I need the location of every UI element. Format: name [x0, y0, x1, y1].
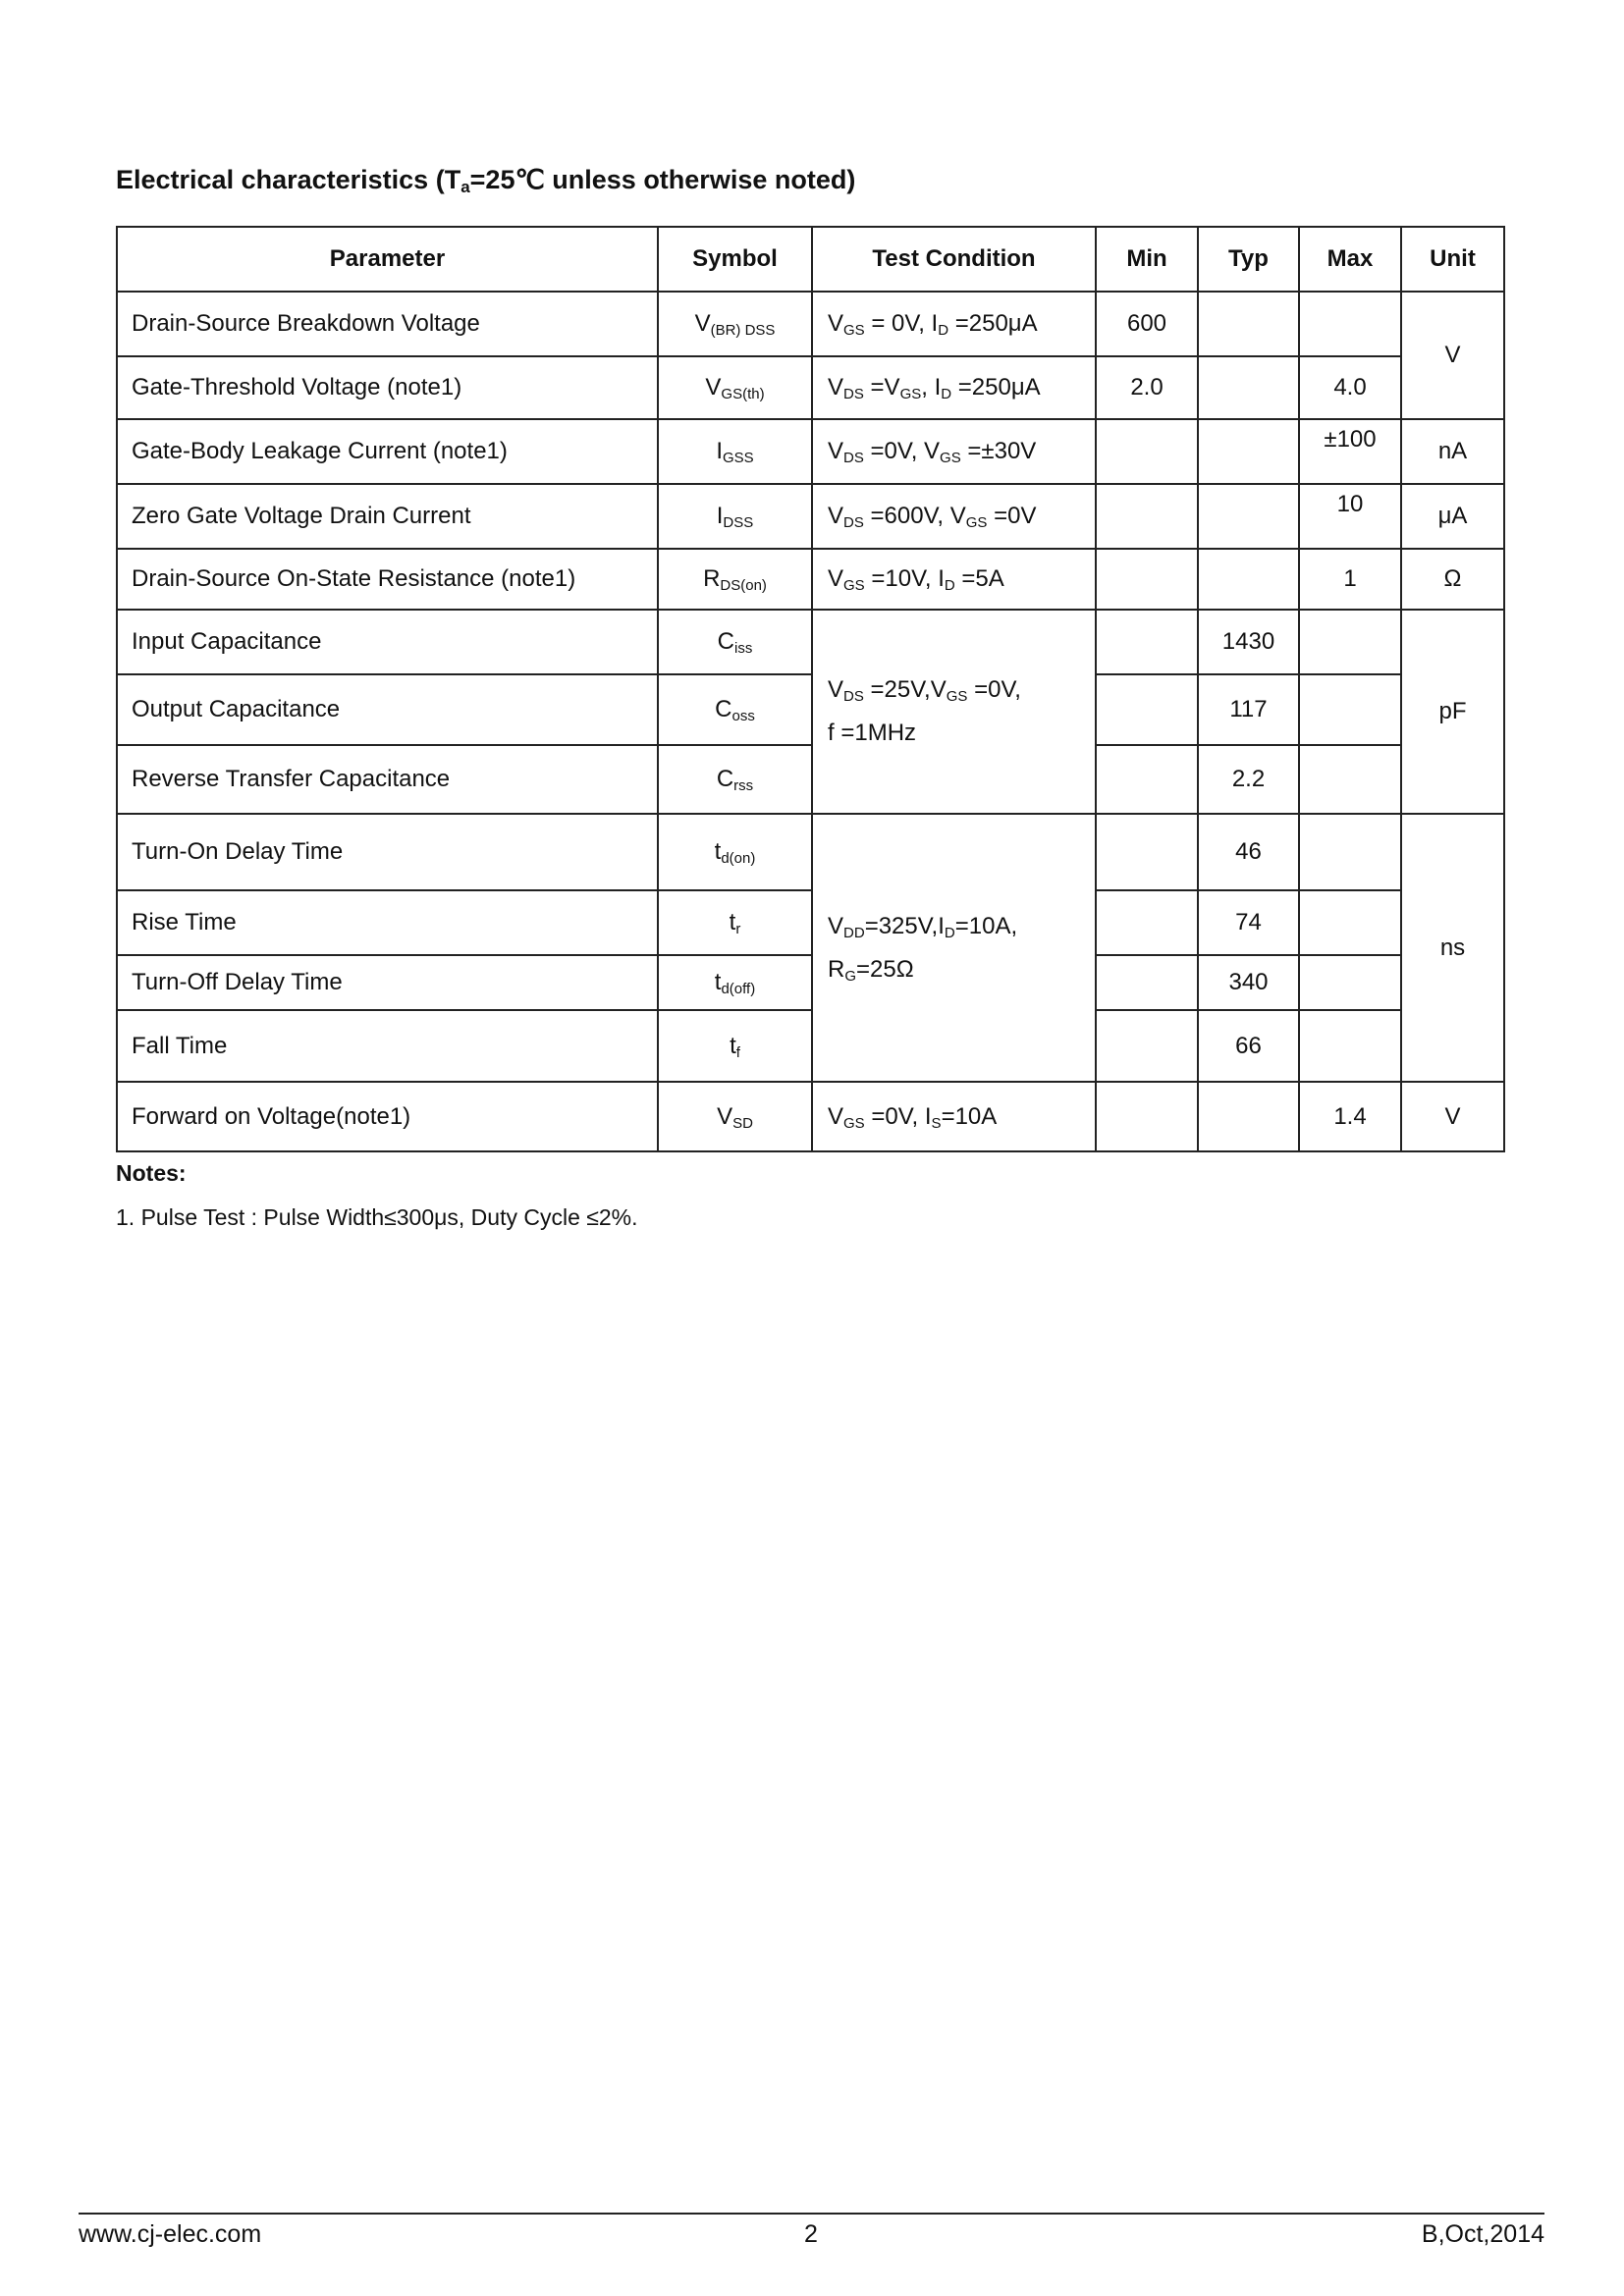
typ-cell: 2.2 [1198, 745, 1299, 814]
header-unit: Unit [1401, 227, 1504, 292]
table-row [117, 674, 1504, 745]
min-cell [1096, 745, 1198, 814]
header-symbol: Symbol [658, 227, 812, 292]
footer-revision: B,Oct,2014 [1421, 2220, 1544, 2248]
table-row [117, 1010, 1504, 1082]
parameter-cell: Reverse Transfer Capacitance [117, 745, 658, 814]
symbol-cell: $V_{SD}$ [658, 1082, 812, 1151]
typ-cell: 340 [1198, 955, 1299, 1010]
table-row [117, 484, 1504, 549]
max-cell [1299, 745, 1401, 814]
footer-website: www.cj-elec.com [79, 2220, 262, 2248]
max-cell [1299, 890, 1401, 955]
max-cell [1299, 610, 1401, 674]
min-cell [1096, 1010, 1198, 1082]
condition-line: $V_{DS} =25V,V_{GS} =0V$, [828, 676, 1021, 705]
condition-cell: $V_{GS} =0V$, $I_S=10A$ [812, 1082, 1096, 1151]
typ-cell [1198, 419, 1299, 484]
capacitance-condition-cell [812, 610, 1096, 814]
typ-cell [1198, 292, 1299, 356]
typ-cell: 66 [1198, 1010, 1299, 1082]
typ-cell: 46 [1198, 814, 1299, 890]
table-row [117, 292, 1504, 356]
table-row [117, 419, 1504, 484]
typ-cell [1198, 356, 1299, 419]
footer-rule [79, 2213, 1544, 2215]
unit-cell: nA [1401, 419, 1504, 484]
max-cell [1299, 955, 1401, 1010]
table-row [117, 745, 1504, 814]
max-cell: 10 [1299, 484, 1401, 549]
symbol-cell: $C_{iss}$ [658, 610, 812, 674]
condition-cell: $V_{GS} = 0V$, $I_D =250\mu A$ [812, 292, 1096, 356]
footer-page-number: 2 [804, 2220, 818, 2248]
symbol-cell: $I_{GSS}$ [658, 419, 812, 484]
condition-cell: $V_{DS} =600V$, $V_{GS} =0V$ [812, 484, 1096, 549]
min-cell [1096, 890, 1198, 955]
header-max: Max [1299, 227, 1401, 292]
min-cell [1096, 674, 1198, 745]
switching-condition-cell [812, 814, 1096, 1082]
max-cell [1299, 674, 1401, 745]
max-cell: 1 [1299, 549, 1401, 610]
unit-cell: pF [1401, 610, 1504, 814]
symbol-cell: $C_{rss}$ [658, 745, 812, 814]
parameter-cell: Rise Time [117, 890, 658, 955]
parameter-cell: Fall Time [117, 1010, 658, 1082]
table-row [117, 814, 1504, 890]
parameter-cell: Output Capacitance [117, 674, 658, 745]
symbol-cell: $t_r$ [658, 890, 812, 955]
note-item: 1. Pulse Test : Pulse Width≤300μs, Duty Cycle ≤2%. [116, 1204, 638, 1230]
parameter-cell: Drain-Source On-State Resistance (note1) [117, 549, 658, 610]
max-cell [1299, 292, 1401, 356]
symbol-cell: $t_{d(on)}$ [658, 814, 812, 890]
notes-heading: Notes: [116, 1160, 187, 1186]
min-cell: 2.0 [1096, 356, 1198, 419]
parameter-cell: Turn-On Delay Time [117, 814, 658, 890]
condition-cell: $V_{DS} =0V$, $V_{GS} =\pm 30V$ [812, 419, 1096, 484]
max-cell: 4.0 [1299, 356, 1401, 419]
symbol-cell: $V_{(BR) DSS}$ [658, 292, 812, 356]
table-row [117, 890, 1504, 955]
parameter-cell: Zero Gate Voltage Drain Current [117, 484, 658, 549]
typ-cell: 74 [1198, 890, 1299, 955]
table-row [117, 1082, 1504, 1151]
typ-cell: 1430 [1198, 610, 1299, 674]
unit-cell: μA [1401, 484, 1504, 549]
condition-cell: $V_{DS} =V_{GS}$, $I_D =250\mu A$ [812, 356, 1096, 419]
symbol-cell: $t_f$ [658, 1010, 812, 1082]
table-row [117, 549, 1504, 610]
parameter-cell: Input Capacitance [117, 610, 658, 674]
min-cell [1096, 955, 1198, 1010]
symbol-cell: $R_{DS(on)}$ [658, 549, 812, 610]
parameter-cell: Forward on Voltage(note1) [117, 1082, 658, 1151]
unit-cell: V [1401, 292, 1504, 419]
page-title: Electrical characteristics ($T_a=25℃$ unless otherwise noted) [116, 165, 856, 196]
symbol-cell: $t_{d(off)}$ [658, 955, 812, 1010]
table-row [117, 356, 1504, 419]
unit-cell: Ω [1401, 549, 1504, 610]
parameter-cell: Gate-Body Leakage Current (note1) [117, 419, 658, 484]
condition-cell: $V_{GS} =10V$, $I_D =5A$ [812, 549, 1096, 610]
min-cell [1096, 549, 1198, 610]
condition-line: $R_G=25\Omega$ [828, 955, 914, 985]
max-cell [1299, 814, 1401, 890]
condition-line: f =1MHz [828, 720, 917, 746]
typ-cell: 117 [1198, 674, 1299, 745]
typ-cell [1198, 549, 1299, 610]
unit-cell: V [1401, 1082, 1504, 1151]
typ-cell [1198, 1082, 1299, 1151]
min-cell [1096, 1082, 1198, 1151]
symbol-cell: $I_{DSS}$ [658, 484, 812, 549]
header-test-condition: Test Condition [812, 227, 1096, 292]
notes-section [116, 1160, 638, 1231]
table-header-row [117, 227, 1504, 292]
electrical-characteristics-table [116, 226, 1505, 1152]
parameter-cell: Turn-Off Delay Time [117, 955, 658, 1010]
unit-cell: ns [1401, 814, 1504, 1082]
table-row [117, 955, 1504, 1010]
max-cell [1299, 1010, 1401, 1082]
max-cell: ±100 [1299, 419, 1401, 484]
min-cell [1096, 814, 1198, 890]
header-parameter: Parameter [117, 227, 658, 292]
typ-cell [1198, 484, 1299, 549]
condition-line: $V_{DD}=325V,I_D=10A$, [828, 912, 1018, 941]
symbol-cell: $C_{oss}$ [658, 674, 812, 745]
min-cell [1096, 419, 1198, 484]
min-cell: 600 [1096, 292, 1198, 356]
parameter-cell: Gate-Threshold Voltage (note1) [117, 356, 658, 419]
min-cell [1096, 484, 1198, 549]
symbol-cell: $V_{GS(th)}$ [658, 356, 812, 419]
table-row [117, 610, 1504, 674]
min-cell [1096, 610, 1198, 674]
header-min: Min [1096, 227, 1198, 292]
header-typ: Typ [1198, 227, 1299, 292]
max-cell: 1.4 [1299, 1082, 1401, 1151]
parameter-cell: Drain-Source Breakdown Voltage [117, 292, 658, 356]
